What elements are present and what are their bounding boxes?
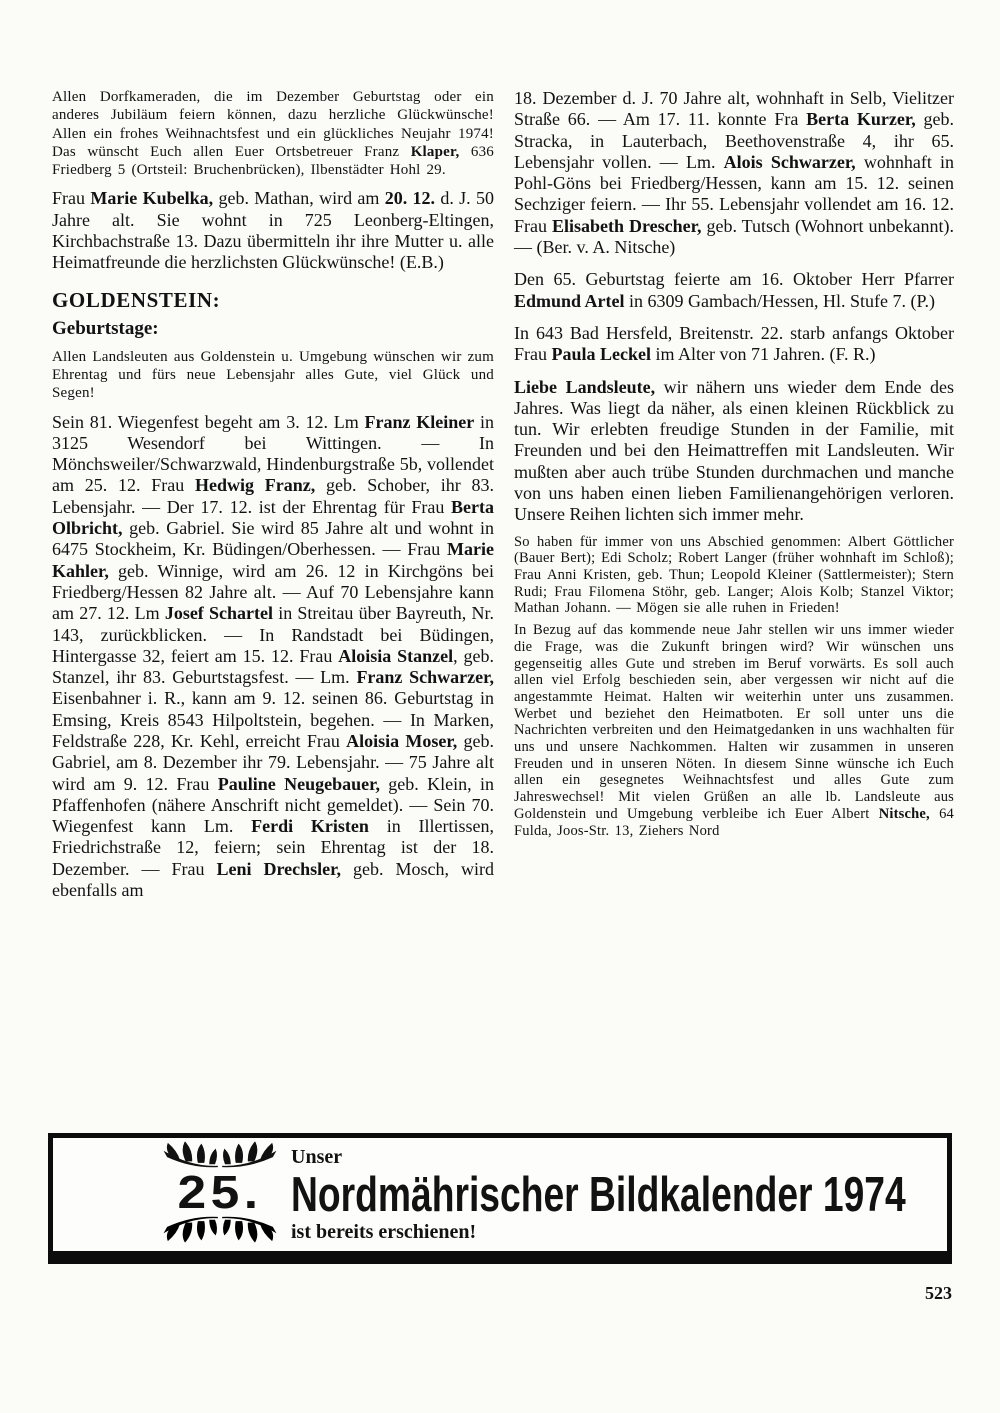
- paragraph-goldenstein-greeting: Allen Landsleuten aus Goldenstein u. Umgebung wünschen wir zum Ehrentag und fürs neue Lebensjahr alles Gute, viel Glück und Segen!: [52, 348, 494, 402]
- paragraph-birthdays-list: Sein 81. Wiegenfest begeht am 3. 12. Lm Franz Kleiner in 3125 Wesendorf bei Wittingen. — In Mönchsweiler/Schwarzwald, Hindenburgstraße 5b, vollendet am 25. 12. Frau Hedwig Franz, geb. Schober, ihr 83. Lebensjahr. — Der 17. 12. ist der Ehrentag für Frau Berta Olbricht, geb. Gabriel. Sie wird 85 Jahre alt und wohnt in 6475 Stockheim, Kr. Büdingen/Oberhessen. — Frau Marie Kahler, geb. Winnige, wird am 26. 12 in Kirchgöns bei Friedberg/Hessen 82 Jahre alt. — Auf 70 Lebensjahre kann am 27. 12. Lm Josef Schartel in Streitau über Bayreuth, Nr. 143, zurückblicken. — In Randstadt bei Büdingen, Hintergasse 32, feiert am 15. 12. Frau Aloisia Stanzel, geb. Stanzel, ihr 83. Geburtstagsfest. — Lm. Franz Schwarzer, Eisenbahner i. R., kann am 9. 12. seinen 86. Geburtstag in Emsing, Kreis 8543 Hilpoltstein, begehen. — In Marken, Feldstraße 228, Kr. Kehl, erreicht Frau Aloisia Moser, geb. Gabriel, am 8. Dezember ihr 79. Lebensjahr. — 75 Jahre alt wird am 9. 12. Frau Pauline Neugebauer, geb. Klein, in Pfaffenhofen (nähere Anschrift nicht gemeldet). — Sein 70. Wiegenfest kann Lm. Ferdi Kristen in Illertissen, Friedrichstraße 12, feiern; sein Ehrentag ist der 18. Dezember. — Frau Leni Drechsler, geb. Mosch, wird ebenfalls am: [52, 411, 495, 901]
- paragraph-obituary-list: So haben für immer von uns Abschied genommen: Albert Göttlicher (Bauer Bert); Edi Scholz; Robert Langer (früher wohnhaft im Schloß); Frau Anni Kristen, geb. Thun; Leopold Kleiner (Sattlermeister); Stern Rudi; Frau Filomena Stöhr, geb. Langer; Alois Kolb; Stanzel Viktor; Mathan Johann. — Mögen sie alle ruhen in Frieden!: [514, 533, 954, 617]
- page-number: 523: [925, 1283, 952, 1303]
- left-column: [52, 88, 494, 912]
- ad-subtitle: ist bereits erschienen!: [291, 1221, 477, 1243]
- right-column: [514, 88, 954, 839]
- paragraph-liebe-landsleute: Liebe Landsleute, wir nähern uns wieder dem Ende des Jahres. Was liegt da näher, als einen kleinen Rückblick zu tun. Wir erlebten freudige Stunden in der Familie, mit Freunden und bei den Heimattreffen mit Landsleuten. Wir mußten aber auch trübe Stunden durchmachen und manche von uns haben einen lieben Familienangehörigen verloren. Unsere Reihen lichten sich immer mehr.: [514, 376, 954, 525]
- paragraph-dorfkameraden-greeting: Allen Dorfkameraden, die im Dezember Geburtstag oder ein anderes Jubiläum feiern können, dazu herzliche Glückwünsche! Allen ein frohes Weihnachtsfest und ein glückliches Neujahr 1974! Das wünscht Euch allen Euer Ortsbetreuer Franz Klaper, 636 Friedberg 5 (Ortsteil: Bruchenbrücken), Ilbenstädter Hohl 29.: [52, 89, 494, 179]
- ad-intro: Unser: [291, 1146, 343, 1168]
- subheading-geburtstage: Geburtstage:: [52, 317, 159, 339]
- ad-anniversary-number: 25.: [177, 1166, 263, 1218]
- paragraph-new-year-message: In Bezug auf das kommende neue Jahr stellen wir uns immer wieder die Frage, was die Zukunft bringen wird? Wir wünschen uns gegenseitig alles Gute und streben im Beruf vorwärts. Es soll auch allen viel Erfolg beschieden sein, aber vergessen wir nicht auf die angestammte Heimat. Halten wir weiterhin unter uns zusammen. Werbet und beziehet den Heimatboten. Er soll unter uns die Nachrichten verbreiten und den Heimatgedanken in uns wachhalten für uns und unsere Nachkommen. Halten wir zusammen in unseren Freuden und in unseren Nöten. In diesem Sinne wünsche ich Euch allen ein gesegnetes Weihnachtsfest und alles Gute zum Jahreswechsel! Mit vielen Grüßen an alle lb. Landsleute aus Goldenstein und Umgebung verbleibe ich Euer Albert Nitsche, 64 Fulda, Joos-Str. 13, Ziehers Nord: [514, 622, 954, 839]
- ad-text-block: [291, 1144, 941, 1243]
- paragraph-paula-leckel: In 643 Bad Hersfeld, Breitenstr. 22. starb anfangs Oktober Frau Paula Leckel im Alter von 71 Jahren. (F. R.): [514, 322, 954, 365]
- paragraph-birthdays-continued: 18. Dezember d. J. 70 Jahre alt, wohnhaft in Selb, Vielitzer Straße 66. — Am 17. 11. konnte Fra Berta Kurzer, geb. Stracka, in Lauterbach, Beethovenstraße 4, ihr 65. Lebensjahr vollen. — Lm. Alois Schwarzer, wohnhaft in Pohl-Göns bei Friedberg/Hessen, kann am 15. 12. seinen Sechziger feiern. — Ihr 55. Lebensjahr vollendet am 16. 12. Frau Elisabeth Drescher, geb. Tutsch (Wohnort unbekannt). — (Ber. v. A. Nitsche): [514, 88, 954, 258]
- ad-title: Nordmährischer Bildkalender 1974: [291, 1168, 906, 1222]
- paragraph-marie-kubelka: Frau Marie Kubelka, geb. Mathan, wird am 20. 12. d. J. 50 Jahre alt. Sie wohnt in 725 Leonberg-Eltingen, Kirchbachstraße 13. Dazu übermitteln ihr ihre Mutter u. alle Heimatfreunde die herzlichsten Glückwünsche! (E.B.): [52, 188, 494, 273]
- calendar-ad-box: [48, 1133, 952, 1264]
- section-heading-goldenstein: GOLDENSTEIN:: [52, 287, 221, 312]
- paragraph-edmund-artel: Den 65. Geburtstag feierte am 16. Oktober Herr Pfarrer Edmund Artel in 6309 Gambach/Hessen, Hl. Stufe 7. (P.): [514, 269, 954, 311]
- laurel-bottom-icon: [140, 1214, 300, 1244]
